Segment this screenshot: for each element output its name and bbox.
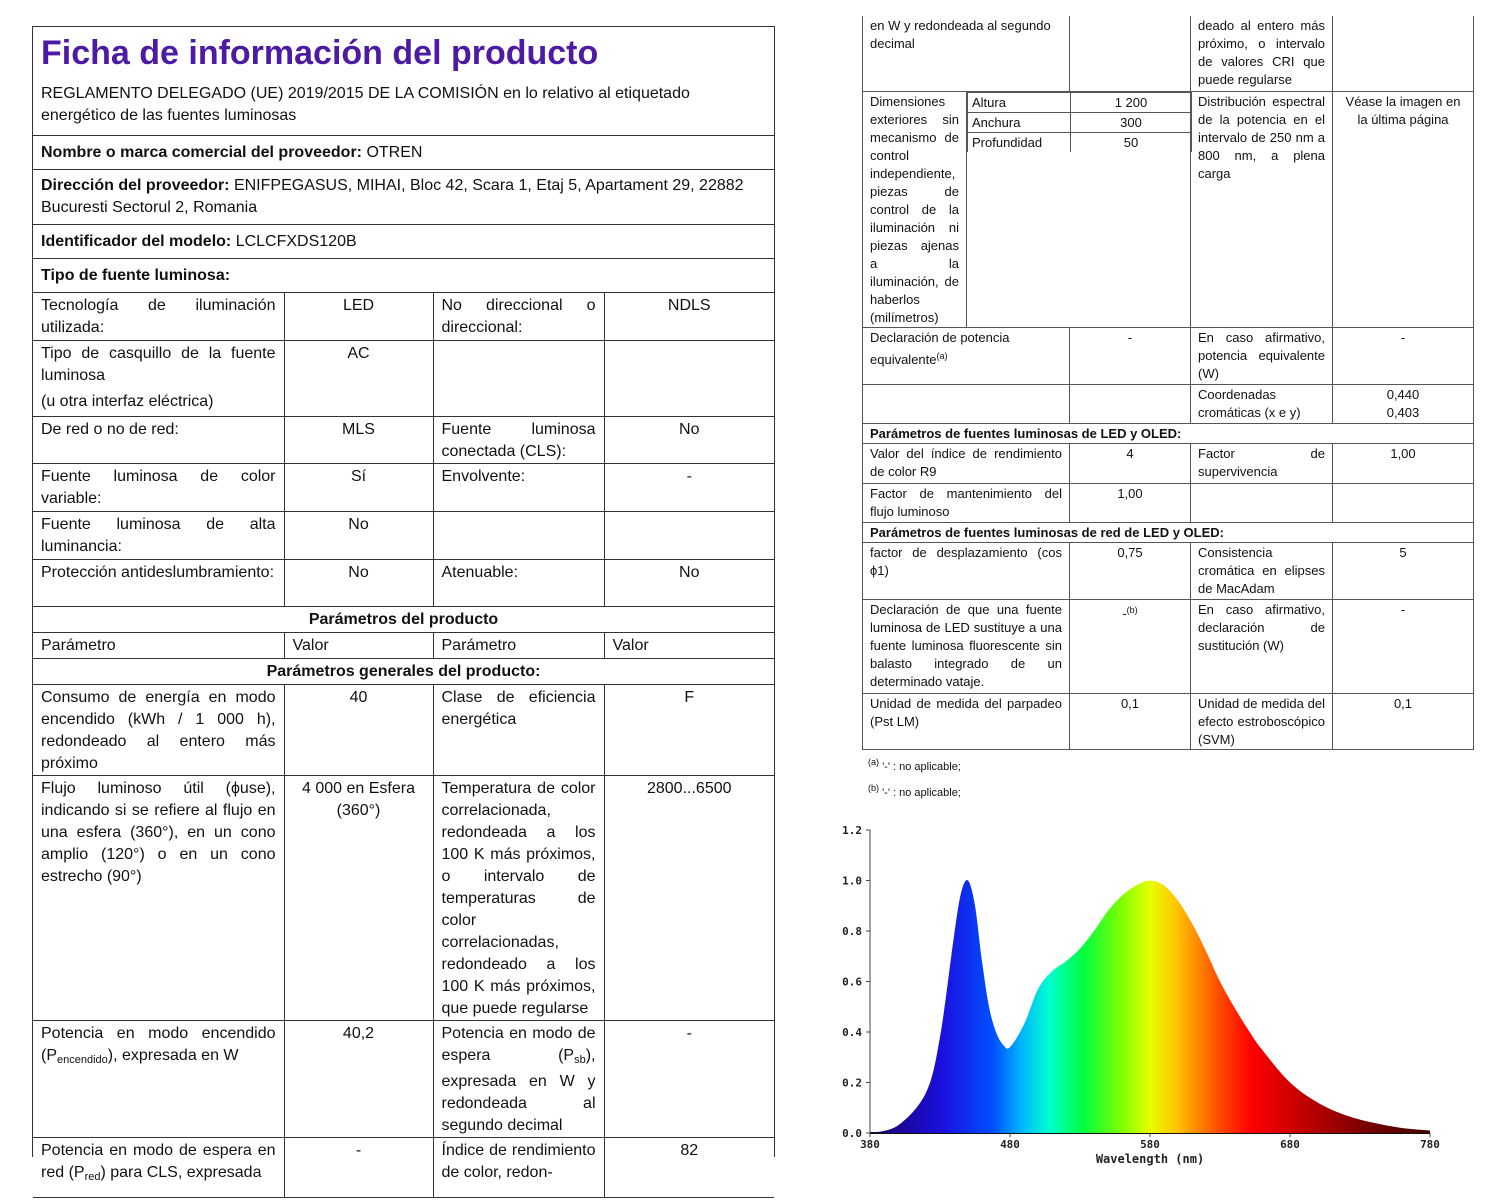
supplier-address-row <box>33 170 774 225</box>
dimensions-table <box>967 92 1192 152</box>
survival-label: Factor de supervivencia <box>1191 443 1333 483</box>
y-tick-label: 1.2 <box>842 824 862 837</box>
table-row <box>863 693 1474 749</box>
cct-label: Temperatura de color correlacionada, redondeada a los 100 K más próximos, o intervalo de temperaturas de color correlacionadas, redondeado a los 100 K más próximos, que puede regularse <box>433 775 604 1020</box>
dimensions-label: Dimensiones exteriores sin mecanismo de control independiente, piezas de control de la iluminación ni piezas ajenas a la iluminación, de haberlos (milímetros) <box>863 91 967 327</box>
spectral-value: Véase la imagen en la última página <box>1333 91 1474 327</box>
x-tick-label: 680 <box>1280 1138 1300 1151</box>
r9-label: Valor del índice de rendimiento de color R9 <box>863 443 1070 483</box>
networked-standby-label-sub: red <box>84 1170 101 1183</box>
table-row <box>863 423 1474 443</box>
glare-label: Protección antideslumbramiento: <box>33 559 284 606</box>
macadam-value: 5 <box>1333 542 1474 599</box>
networked-standby-value: - <box>284 1137 433 1197</box>
col-value: Valor <box>284 632 433 658</box>
on-power-value: 40,2 <box>284 1020 433 1137</box>
spectral-distribution-chart <box>822 815 1452 1175</box>
cri-label: Índice de rendimiento de color, redon- <box>433 1137 604 1197</box>
cct-value: 2800...6500 <box>604 775 774 1020</box>
table-row <box>33 775 774 1020</box>
energy-label: Consumo de energía en modo encendido (kWh / 1 000 h), redondeado al entero más próximo <box>33 684 284 775</box>
width-label: Anchura <box>968 112 1071 132</box>
maintenance-label: Factor de mantenimiento del flujo luminoso <box>863 483 1070 522</box>
directional-value: NDLS <box>604 293 774 340</box>
general-header: Parámetros generales del producto: <box>33 658 774 684</box>
chromaticity-label: Coordenadas cromáticas (x e y) <box>1191 384 1333 423</box>
cap-value: AC <box>284 340 433 416</box>
directional-label: No direccional o direccional: <box>433 293 604 340</box>
footnote-b-sup: (b) <box>868 782 879 793</box>
empty-cell <box>1333 16 1474 91</box>
replacement-w-label: En caso afirmativo, declaración de sustitución (W) <box>1191 599 1333 693</box>
x-tick-label: 580 <box>1140 1138 1160 1151</box>
table-row <box>863 327 1474 384</box>
maintenance-value: 1,00 <box>1070 483 1191 522</box>
table-row <box>863 599 1474 693</box>
displacement-label: factor de desplazamiento (cos ϕ1) <box>863 542 1070 599</box>
r9-value: 4 <box>1070 443 1191 483</box>
chromaticity-y: 0,403 <box>1386 404 1420 420</box>
cls-label: Fuente luminosa conectada (CLS): <box>433 416 604 463</box>
empty-cell <box>1333 483 1474 522</box>
mains-params-header: Parámetros de fuentes luminosas de red de LED y OLED: <box>863 522 1474 542</box>
energy-value: 40 <box>284 684 433 775</box>
supplier-name-row <box>33 136 774 170</box>
macadam-label: Consistencia cromática en elipses de MacAdam <box>1191 542 1333 599</box>
supplier-name-label: Nombre o marca comercial del proveedor: <box>41 144 362 161</box>
colour-value: Sí <box>284 463 433 511</box>
high-luminance-label: Fuente luminosa de alta luminancia: <box>33 511 284 559</box>
product-info-sheet <box>32 26 775 1183</box>
empty-cell <box>433 511 604 559</box>
equivalent-power-label <box>863 327 1070 384</box>
y-tick-label: 0.2 <box>842 1076 862 1090</box>
chromaticity-values <box>1333 384 1474 423</box>
table-row <box>33 606 774 632</box>
replacement-value <box>1070 599 1191 693</box>
mains-label: De red o no de red: <box>33 416 284 463</box>
replacement-w-value: - <box>1333 599 1474 693</box>
continuation-table <box>862 16 1474 750</box>
on-power-label-b: ), expresada en W <box>107 1046 239 1064</box>
tech-label: Tecnología de iluminación utilizada: <box>33 293 284 340</box>
empty-cell <box>604 340 774 416</box>
height-label: Altura <box>968 92 1071 112</box>
y-tick-label: 0.8 <box>842 925 862 938</box>
replacement-sup: (b) <box>1126 604 1138 615</box>
x-tick-label: 480 <box>1000 1138 1020 1151</box>
col-param: Parámetro <box>33 632 284 658</box>
displacement-value: 0,75 <box>1070 542 1191 599</box>
cls-value: No <box>604 416 774 463</box>
tech-value: LED <box>284 293 433 340</box>
chart-marks <box>870 880 1430 1133</box>
y-tick-label: 0.4 <box>842 1026 862 1039</box>
empty-cell <box>604 511 774 559</box>
dimmable-value: No <box>604 559 774 606</box>
table-row <box>863 542 1474 599</box>
table-row <box>968 112 1192 132</box>
class-label: Clase de eficiencia energética <box>433 684 604 775</box>
high-luminance-value: No <box>284 511 433 559</box>
x-tick-label: 380 <box>860 1138 880 1151</box>
flux-label: Flujo luminoso útil (ϕuse), indicando si se refiere al flujo en una esfera (360°), en un cono amplio (120°) o en un cono estrecho (90°) <box>33 775 284 1020</box>
colour-label: Fuente luminosa de color variable: <box>33 463 284 511</box>
empty-cell <box>863 384 1070 423</box>
standby-power-label-b: ), expresada en W y redondeada al segundo decimal <box>441 1046 596 1134</box>
table-row <box>33 1020 774 1137</box>
y-tick-label: 1.0 <box>842 874 862 888</box>
footnotes <box>862 752 1473 804</box>
model-identifier: LCLCFXDS120B <box>235 233 357 250</box>
depth-value: 50 <box>1071 132 1192 152</box>
table-row <box>863 91 1474 327</box>
empty-cell <box>433 340 604 416</box>
glare-value: No <box>284 559 433 606</box>
table-row <box>33 684 774 775</box>
on-power-label-a: Potencia en modo encendido (P <box>41 1024 276 1064</box>
table-row <box>33 416 774 463</box>
cap-label-cell <box>33 340 284 416</box>
footnote-a-sup: (a) <box>868 756 879 767</box>
survival-value: 1,00 <box>1333 443 1474 483</box>
top-right-cont: deado al entero más próximo, o intervalo de valores CRI que puede regularse <box>1191 16 1333 91</box>
y-tick-label: 0.0 <box>842 1127 862 1140</box>
spectrum-area <box>870 880 1430 1133</box>
footnote-b <box>868 778 1473 804</box>
height-value: 1 200 <box>1071 92 1192 112</box>
x-tick-label: 780 <box>1420 1138 1440 1151</box>
cri-value: 82 <box>604 1137 774 1197</box>
page-title: Ficha de información del producto <box>41 34 599 72</box>
chromaticity-x: 0,440 <box>1386 386 1420 402</box>
table-row <box>33 1137 774 1197</box>
networked-standby-label-b: ) para CLS, expresada <box>100 1163 262 1181</box>
table-row <box>863 16 1474 91</box>
on-power-label <box>33 1020 284 1137</box>
on-power-label-sub: encendido <box>57 1053 108 1066</box>
networked-standby-label <box>33 1137 284 1197</box>
equivalent-power-w-value: - <box>1333 327 1474 384</box>
envelope-value: - <box>604 463 774 511</box>
col-param-2: Parámetro <box>433 632 604 658</box>
equivalent-power-text: Declaración de potencia equivalente <box>870 329 1010 367</box>
source-type-row <box>33 259 774 293</box>
y-tick-label: 0.6 <box>842 975 862 989</box>
mains-value: MLS <box>284 416 433 463</box>
supplier-name: OTREN <box>366 144 423 161</box>
table-row <box>33 632 774 658</box>
table-row <box>33 559 774 606</box>
footnote-a <box>868 752 1473 778</box>
model-label: Identificador del modelo: <box>41 233 232 250</box>
cap-label: Tipo de casquillo de la fuente luminosa <box>41 344 276 384</box>
standby-power-value: - <box>604 1020 774 1137</box>
table-row <box>33 658 774 684</box>
class-value: F <box>604 684 774 775</box>
dimensions-cell <box>967 91 1191 327</box>
equivalent-power-sup: (a) <box>936 350 948 361</box>
footnote-a-text: '-' : no aplicable; <box>882 760 961 773</box>
empty-cell <box>1191 483 1333 522</box>
equivalent-power-w-label: En caso afirmativo, potencia equivalente (W) <box>1191 327 1333 384</box>
flux-value: 4 000 en Esfera (360°) <box>284 775 433 1020</box>
equivalent-power-value: - <box>1070 327 1191 384</box>
supplier-address: ENIFPEGASUS, MIHAI, Bloc 42, Scara 1, Etaj 5, Apartament 29, 22882 Bucuresti Sectorul 2, Romania <box>41 177 744 216</box>
table-row <box>33 463 774 511</box>
standby-power-label-a: Potencia en modo de espera (P <box>441 1024 596 1064</box>
spectral-label: Distribución espectral de la potencia en el intervalo de 250 nm a 800 nm, a plena carga <box>1191 91 1333 327</box>
stroboscopic-value: 0,1 <box>1333 693 1474 749</box>
empty-cell <box>1070 16 1191 91</box>
source-type-table <box>33 293 774 1198</box>
col-value-2: Valor <box>604 632 774 658</box>
envelope-label: Envolvente: <box>433 463 604 511</box>
empty-cell <box>1070 384 1191 423</box>
table-row <box>863 483 1474 522</box>
table-row <box>863 443 1474 483</box>
supplier-address-label: Dirección del proveedor: <box>41 177 230 194</box>
stroboscopic-label: Unidad de medida del efecto estroboscópico (SVM) <box>1191 693 1333 749</box>
top-left-cont: en W y redondeada al segundo decimal <box>863 16 1070 91</box>
model-row <box>33 225 774 259</box>
dimmable-label: Atenuable: <box>433 559 604 606</box>
led-params-header: Parámetros de fuentes luminosas de LED y OLED: <box>863 423 1474 443</box>
replacement-label: Declaración de que una fuente luminosa de LED sustituye a una fuente luminosa fluorescente sin balasto integrado de un determinado vataje. <box>863 599 1070 693</box>
x-axis-label: Wavelength (nm) <box>1095 1152 1205 1166</box>
table-row <box>968 92 1192 112</box>
regulation-text: REGLAMENTO DELEGADO (UE) 2019/2015 DE LA COMISIÓN en lo relativo al etiquetado energético de las fuentes luminosas <box>33 81 774 136</box>
standby-power-label <box>433 1020 604 1137</box>
cap-label-2: (u otra interfaz eléctrica) <box>41 392 214 410</box>
table-row <box>968 132 1192 152</box>
replacement-dash: - <box>1122 605 1127 621</box>
product-info-continuation <box>862 16 1473 804</box>
table-row <box>33 293 774 340</box>
depth-label: Profundidad <box>968 132 1071 152</box>
width-value: 300 <box>1071 112 1192 132</box>
standby-power-label-sub: sb <box>574 1053 586 1066</box>
source-type-label: Tipo de fuente luminosa: <box>41 267 231 284</box>
flicker-value: 0,1 <box>1070 693 1191 749</box>
networked-standby-label-a: Potencia en modo de espera en red (P <box>41 1141 276 1181</box>
table-row <box>863 384 1474 423</box>
table-row <box>33 511 774 559</box>
footnote-b-text: '-' : no aplicable; <box>882 786 961 799</box>
flicker-label: Unidad de medida del parpadeo (Pst LM) <box>863 693 1070 749</box>
table-row <box>863 522 1474 542</box>
params-header: Parámetros del producto <box>33 606 774 632</box>
table-row <box>33 340 774 416</box>
